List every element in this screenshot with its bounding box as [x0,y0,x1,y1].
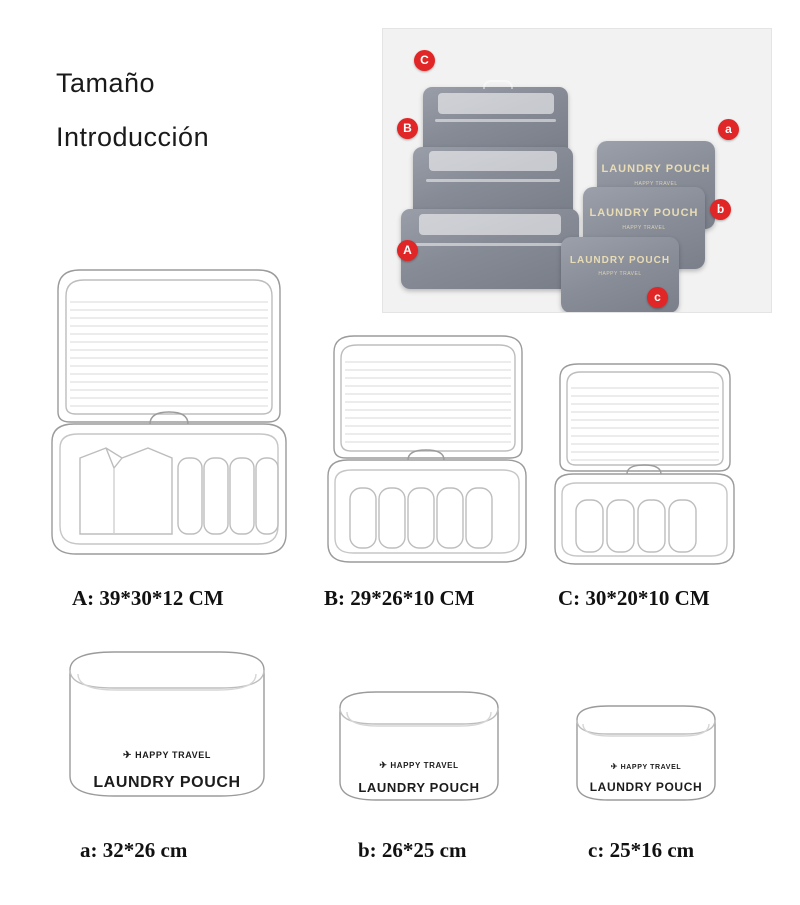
photo-badge-lower-c: c [647,287,668,308]
photo-badge-a: A [397,240,418,261]
pouch-b-brand: ✈ HAPPY TRAVEL [379,760,459,770]
pouch-caption-b: b: 26*25 cm [358,838,467,862]
photo-pouch-c-brand: HAPPY TRAVEL [598,271,642,277]
case-diagram-b [322,330,532,570]
title-line-2: Introducción [56,122,210,152]
photo-badge-lower-a: a [718,119,739,140]
case-diagram-c [550,358,740,573]
photo-pouch-a-brand: HAPPY TRAVEL [634,181,678,187]
pouch-diagram-c [568,700,724,814]
pouch-diagram-b [330,686,508,814]
case-diagram-a [44,262,294,562]
pouch-a-label: LAUNDRY POUCH [93,774,241,791]
title-line-1: Tamaño [56,68,156,98]
photo-badge-b: B [397,118,418,139]
pouch-a-brand: ✈ HAPPY TRAVEL [123,750,211,761]
photo-pouch-b-brand: HAPPY TRAVEL [622,225,666,231]
pouch-caption-c: c: 25*16 cm [588,838,695,862]
photo-pouch-a-label: LAUNDRY POUCH [601,163,711,175]
pouch-c-brand: ✈ HAPPY TRAVEL [610,762,682,771]
pouch-caption-a: a: 32*26 cm [80,838,188,862]
photo-badge-c: C [414,50,435,71]
page-title [56,56,356,164]
pouch-b-label: LAUNDRY POUCH [358,780,480,795]
case-caption-b: B: 29*26*10 CM [324,586,475,610]
case-caption-a: A: 39*30*12 CM [72,586,224,610]
photo-pouch-b-label: LAUNDRY POUCH [589,207,699,219]
photo-cube-a [401,209,579,289]
case-caption-c: C: 30*20*10 CM [558,586,710,610]
product-photo-panel [382,28,772,313]
photo-badge-lower-b: b [710,199,731,220]
pouch-c-label: LAUNDRY POUCH [589,780,703,794]
pouch-diagram-a [56,644,278,814]
photo-pouch-c-label: LAUNDRY POUCH [569,255,671,266]
